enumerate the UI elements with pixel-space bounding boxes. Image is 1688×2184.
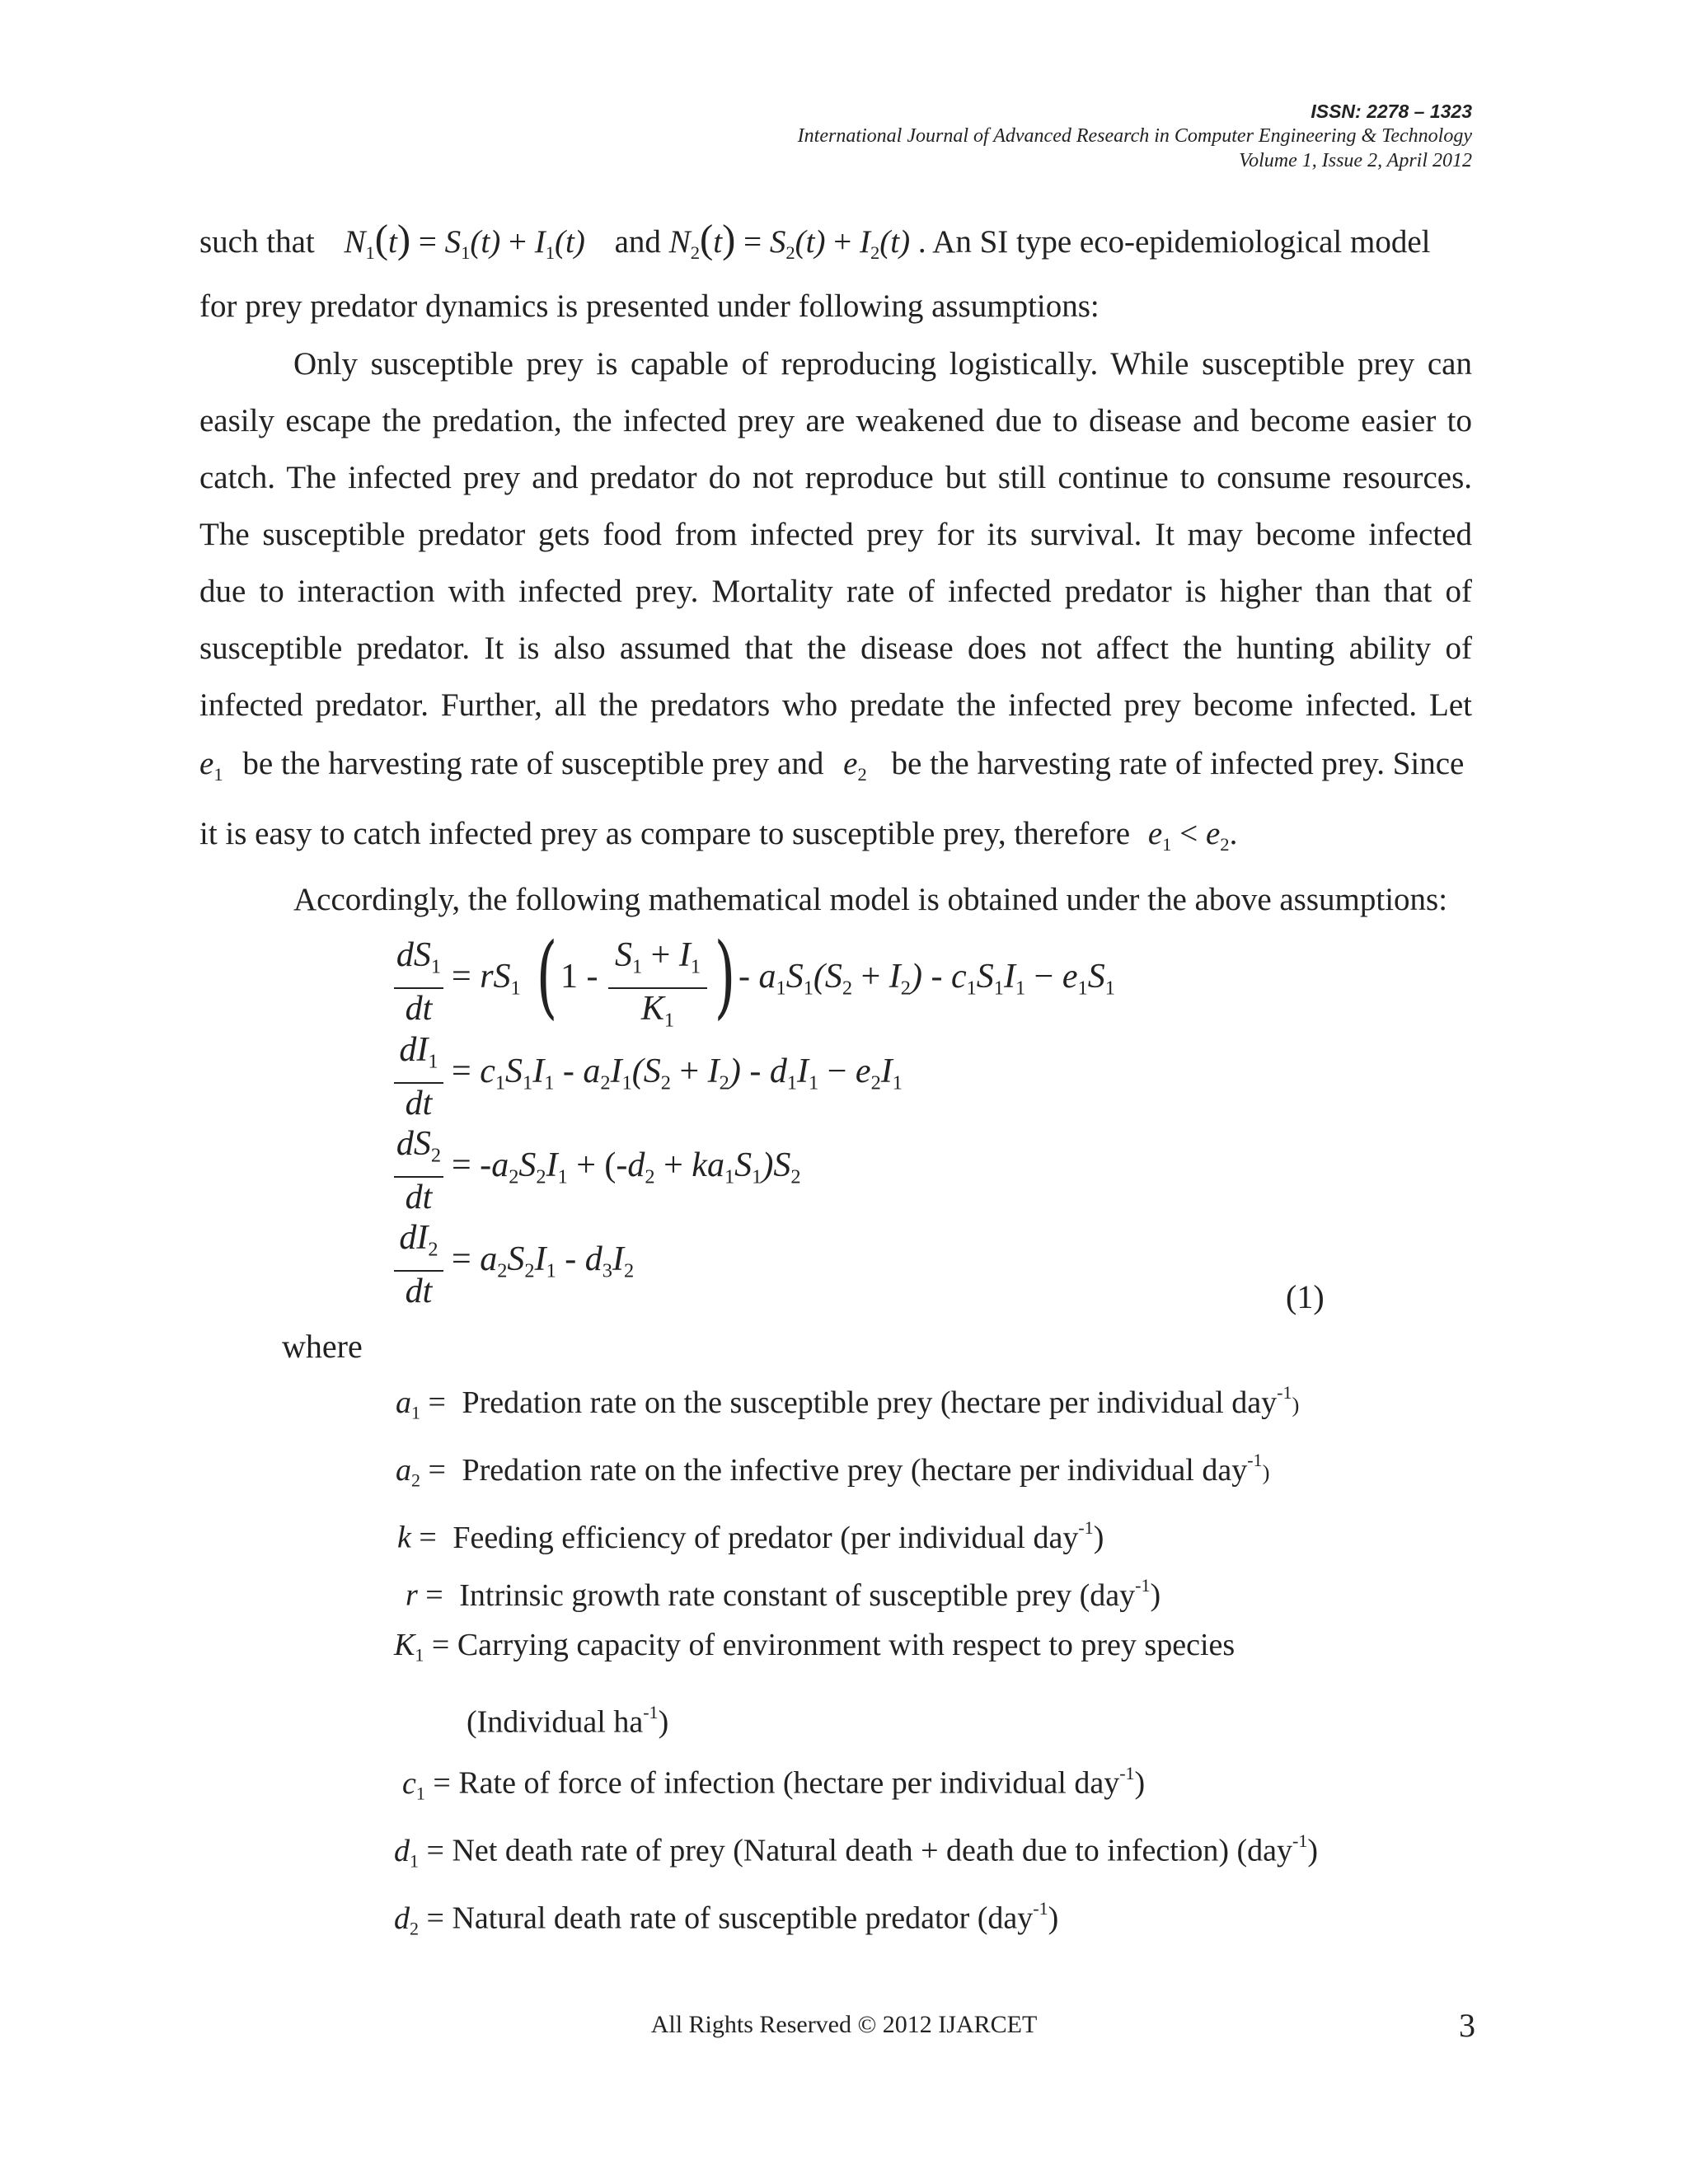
copyright-footer: All Rights Reserved © 2012 IJARCET	[650, 2011, 1038, 2038]
definition-a2: $a_2$ = Predation rate on the infective prey (hectare per individual day$^{-1}$)	[396, 1450, 1270, 1491]
volume-info: Volume 1, Issue 2, April 2012	[1239, 150, 1472, 171]
intro-tail: . An SI type eco-epidemiological model	[917, 224, 1431, 260]
e2-text: be the harvesting rate of infected prey. Since	[891, 746, 1465, 781]
para-line-2: easily escape the predation, the infected prey are weakened due to disease and become easier to	[199, 403, 1472, 438]
n2-definition: $N_2(t) = S_2(t) + I_2(t)$	[668, 217, 911, 263]
definition-d2: $d_2$ = Natural death rate of susceptible predator (day$^{-1}$)	[394, 1898, 1059, 1939]
page-number: 3	[1459, 2007, 1475, 2044]
definition-k1: $K_1$ = Carrying capacity of environment with respect to prey species	[394, 1628, 1236, 1666]
definition-k: k = Feeding efficiency of predator (per individual day$^{-1}$)	[397, 1517, 1104, 1555]
definition-a1: $a_1$ = Predation rate on the susceptible prey (hectare per individual day$^{-1}$)	[396, 1382, 1300, 1423]
intro-line-2: for prey predator dynamics is presented under following assumptions:	[199, 288, 1100, 324]
definition-c1: $c_1$ = Rate of force of infection (hectare per individual day$^{-1}$)	[402, 1763, 1146, 1804]
para-line-9	[199, 816, 1237, 863]
para-line-1: Only susceptible prey is capable of reproducing logistically. While susceptible prey can	[293, 346, 1472, 382]
e2-symbol: $e_2$	[843, 746, 867, 785]
last-line-text: it is easy to catch infected prey as compare to susceptible prey, therefore	[199, 816, 1131, 851]
para-line-3: catch. The infected prey and predator do not reproduce but still continue to consume resources.	[199, 460, 1472, 495]
and-text: and	[614, 224, 661, 260]
para-line-8	[199, 746, 1464, 793]
such-that-text: such that	[199, 224, 315, 260]
e1-text: be the harvesting rate of susceptible prey and	[242, 746, 824, 781]
equation-number: (1)	[1286, 1278, 1325, 1315]
journal-header	[798, 99, 1472, 173]
para-line-4: The susceptible predator gets food from infected prey for its survival. It may become infected	[199, 517, 1472, 552]
n1-definition: $N_1(t) = S_1(t) + I_1(t)$	[344, 217, 585, 263]
issn: ISSN: 2278 – 1323	[1311, 101, 1472, 122]
e1-lt-e2: $e_1 < e_2$.	[1147, 816, 1238, 855]
e1-symbol: $e_1$	[199, 746, 223, 785]
para-line-6: susceptible predator. It is also assumed that the disease does not affect the hunting ability of	[199, 630, 1472, 666]
definition-r: r = Intrinsic growth rate constant of susceptible prey (day$^{-1}$)	[406, 1575, 1161, 1613]
para-line-5: due to interaction with infected prey. Mortality rate of infected predator is higher than that of	[199, 574, 1472, 609]
where-label: where	[282, 1328, 363, 1365]
definition-d1: $d_1$ = Net death rate of prey (Natural death + death due to infection) (day$^{-1}$)	[394, 1830, 1319, 1872]
para-line-7: infected predator. Further, all the predators who predate the infected prey become infected. Let	[199, 687, 1472, 723]
definition-k1-units: (Individual $ha^{-1}$)	[467, 1702, 669, 1740]
journal-title: International Journal of Advanced Research in Computer Engineering & Technology	[797, 125, 1472, 147]
accordingly-line: Accordingly, the following mathematical model is obtained under the above assumptions:	[293, 882, 1448, 917]
intro-line-1	[199, 217, 1472, 271]
